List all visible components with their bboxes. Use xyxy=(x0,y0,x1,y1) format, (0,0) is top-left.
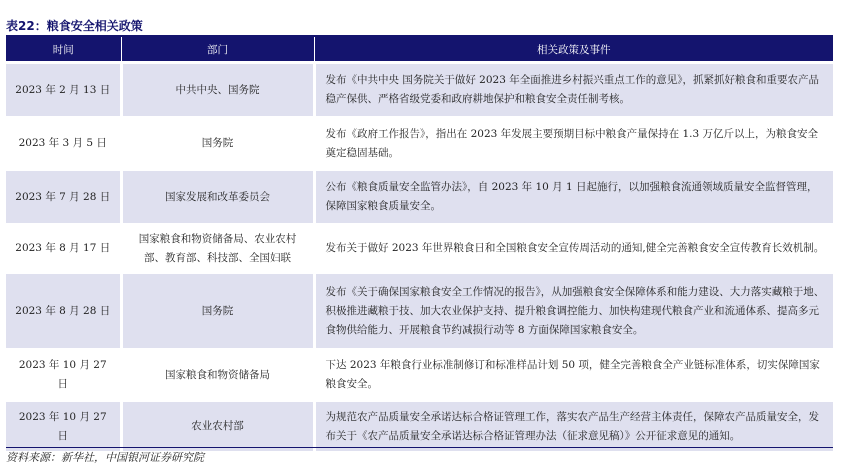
row-date: 2023 年 10 月 27 日 xyxy=(6,350,121,401)
source-note: 资料来源：新华社，中国银河证券研究院 xyxy=(6,451,204,464)
row-department: 农业农村部 xyxy=(121,401,314,452)
row-date: 2023 年 2 月 13 日 xyxy=(6,63,121,118)
row-date: 2023 年 7 月 28 日 xyxy=(6,170,121,225)
row-department: 国家发展和改革委员会 xyxy=(121,170,314,225)
table-row xyxy=(6,273,833,350)
policy-table xyxy=(6,37,833,451)
table-row xyxy=(6,225,833,273)
table-row xyxy=(6,118,833,170)
row-description: 公布《粮食质量安全监管办法》，自 2023 年 10 月 1 日起施行，以加强粮食流通领域质量安全监督管理，保障国家粮食质量安全。 xyxy=(314,170,833,225)
table-caption: 表22：粮食安全相关政策 xyxy=(6,19,143,33)
row-description: 下达 2023 年粮食行业标准制修订和标准样品计划 50 项，健全完善粮食全产业链标准体系，切实保障国家粮食安全。 xyxy=(314,350,833,401)
row-description: 发布《政府工作报告》，指出在 2023 年发展主要预期目标中粮食产量保持在 1.3 万亿斤以上，为粮食安全奠定稳固基础。 xyxy=(314,118,833,170)
header-row xyxy=(6,37,833,63)
table-row xyxy=(6,170,833,225)
row-date: 2023 年 3 月 5 日 xyxy=(6,118,121,170)
row-description: 为规范农产品质量安全承诺达标合格证管理工作，落实农产品生产经营主体责任，保障农产品质量安全，发布关于《农产品质量安全承诺达标合格证管理办法（征求意见稿）》公开征求意见的通知。 xyxy=(314,401,833,452)
table-row xyxy=(6,63,833,118)
row-date: 2023 年 10 月 27 日 xyxy=(6,401,121,452)
row-date: 2023 年 8 月 28 日 xyxy=(6,273,121,350)
table-row xyxy=(6,350,833,401)
row-department: 国家粮食和物资储备局、农业农村部、教育部、科技部、全国妇联 xyxy=(121,225,314,273)
row-description: 发布关于做好 2023 年世界粮食日和全国粮食安全宣传周活动的通知,健全完善粮食安全宣传教育长效机制。 xyxy=(314,225,833,273)
header-policy: 相关政策及事件 xyxy=(314,37,833,63)
table-row xyxy=(6,401,833,452)
row-description: 发布《关于确保国家粮食安全工作情况的报告》，从加强粮食安全保障体系和能力建设、大力落实藏粮于地、积极推进藏粮于技、加大农业保护支持、提升粮食调控能力、加快构建现代粮食产业和流通体系、提高多元食物供给能力、开展粮食节约减损行动等 8 方面保障国家粮食安全。 xyxy=(314,273,833,350)
row-department: 国家粮食和物资储备局 xyxy=(121,350,314,401)
row-department: 中共中央、国务院 xyxy=(121,63,314,118)
bottom-rule xyxy=(6,447,833,448)
header-department: 部门 xyxy=(121,37,314,63)
row-department: 国务院 xyxy=(121,118,314,170)
row-date: 2023 年 8 月 17 日 xyxy=(6,225,121,273)
header-time: 时间 xyxy=(6,37,121,63)
row-department: 国务院 xyxy=(121,273,314,350)
row-description: 发布《中共中央 国务院关于做好 2023 年全面推进乡村振兴重点工作的意见》，抓紧抓好粮食和重要农产品稳产保供、严格省级党委和政府耕地保护和粮食安全责任制考核。 xyxy=(314,63,833,118)
